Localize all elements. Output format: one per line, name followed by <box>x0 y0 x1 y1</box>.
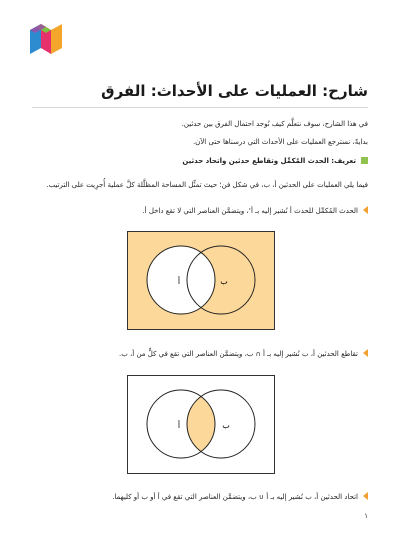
orange-triangle-bullet-icon <box>363 349 368 357</box>
page-title: شارح: العمليات على الأحداث: الفرق <box>101 82 368 100</box>
green-square-bullet-icon <box>361 157 368 164</box>
set-b-label: ب <box>222 421 230 430</box>
complement-text: الحدث المُكمِّل للحدث أ نُشير إليه بـ أ‘، ويتضمَّن العناصر التي لا تقع داخل أ. <box>142 207 358 215</box>
page-number: ١ <box>364 512 368 520</box>
orange-triangle-bullet-icon <box>363 206 368 214</box>
definition-text: فيما يلي العمليات على الحدثين أ، ب، في شكل فن؛ حيث تمثِّل المساحة المظلَّلة كلَّ عملية أُجرِيت على الترتيب. <box>46 181 368 189</box>
set-a-label: أ <box>177 277 181 286</box>
list-item <box>28 492 368 502</box>
union-text: اتحاد الحدثين أ، ب نُشير إليه بـ أ ∪ ب، ويتضمَّن العناصر التي تقع في أ أو ب أو كليهما. <box>112 493 358 501</box>
venn-intersection-diagram <box>127 375 275 474</box>
orange-triangle-bullet-icon <box>363 492 368 500</box>
venn-complement-diagram <box>127 231 275 330</box>
intro-text: في هذا الشارح، سوف نتعلَّم كيف نُوجد احتمال الفرق بين حدثين. <box>181 120 368 128</box>
brand-logo-icon <box>30 24 62 54</box>
set-a-label: أ <box>177 421 181 430</box>
set-b-label: ب <box>220 277 228 286</box>
title-divider <box>32 107 368 108</box>
list-item <box>28 349 368 359</box>
definition-heading-label: تعريف: الحدث المُكمِّل وتقاطع حدثين واتحاد حدثين <box>182 157 356 165</box>
intersection-text: تقاطع الحدثين أ، ب نُشير إليه بـ أ ∩ ب، ويتضمَّن العناصر التي تقع في كلٍّ من أ، ب. <box>119 350 358 358</box>
definition-heading <box>28 156 368 166</box>
list-item <box>28 206 368 216</box>
recap-text: بدايةً، نسترجع العمليات على الأحداث التي درسناها حتى الآن. <box>192 138 368 146</box>
